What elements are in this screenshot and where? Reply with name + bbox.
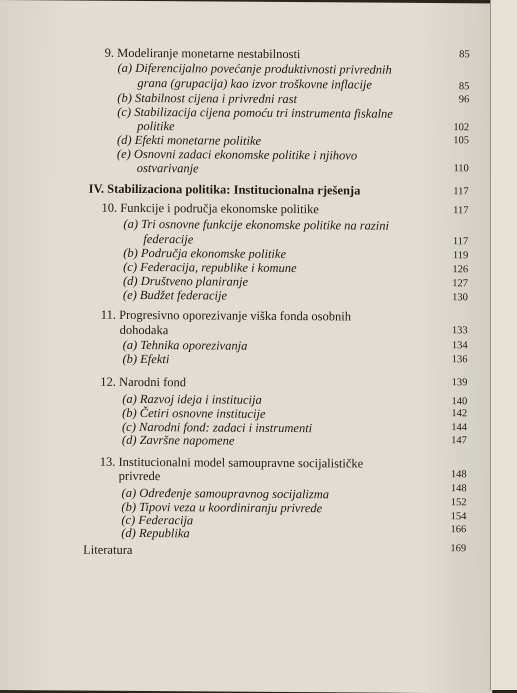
toc-section-title: (b) Stabilnost cijena i privredni rast <box>117 90 298 107</box>
toc-page-number: 130 <box>452 292 468 304</box>
toc-section-title: (b) Područja ekonomske politike <box>123 245 287 262</box>
toc-page-number: 136 <box>451 354 468 366</box>
toc-part-title: IV. Stabilizaciona politika: Institucionalna rješenja <box>88 181 361 198</box>
toc-page-number: 134 <box>451 340 468 352</box>
toc-section-continuation: grana (grupacija) kao izvor troškovne inflacije <box>137 75 373 92</box>
toc-section-continuation: politike <box>137 118 175 134</box>
toc-section-continuation: federacije <box>143 232 194 247</box>
toc-section-title: (e) Budžet federacije <box>122 287 228 303</box>
toc-page-number: 142 <box>451 408 468 420</box>
toc-section-title: (a) Određenje samoupravnog socijalizma <box>121 485 330 502</box>
toc-section-title: (d) Efekti monetarne politike <box>116 132 262 148</box>
toc-page-number: 147 <box>451 435 467 447</box>
toc-page-number: 139 <box>451 377 468 389</box>
toc-page-number: 110 <box>453 163 469 175</box>
toc-page-number: 166 <box>450 524 467 536</box>
toc-chapter-title: 9. Modeliranje monetarne nestabilnosti <box>104 45 301 62</box>
toc-section-title: (c) Narodni fond: zadaci i instrumenti <box>121 419 313 436</box>
toc-section-title: (b) Tipovi veza u koordiniranju privrede <box>121 499 323 516</box>
toc-section-title: (c) Federacija, republike i komune <box>123 259 297 276</box>
toc-chapter-title: 13. Institucionalni model samoupravne socijalističke <box>99 454 364 471</box>
toc-page-number: 148 <box>450 483 467 495</box>
toc-page-number: 133 <box>451 325 468 337</box>
toc-chapter-title: 12. Narodni fond <box>100 374 187 390</box>
toc-section-title: (b) Efekti <box>122 351 170 367</box>
toc-page-number: 144 <box>451 422 468 434</box>
toc-page-number: 126 <box>452 264 469 276</box>
toc-section-continuation: ostvarivanje <box>136 160 199 176</box>
toc-section-title: (d) Završne napomene <box>121 432 235 448</box>
toc-chapter-continuation: dohodaka <box>119 322 169 338</box>
toc-page-number: 117 <box>453 186 469 198</box>
toc-page-number: 85 <box>458 81 470 93</box>
toc-section-title: (a) Tehnika oporezivanja <box>122 337 248 353</box>
toc-section-title: (d) Društveno planiranje <box>122 273 249 289</box>
toc-section-title: (c) Stabilizacija cijena pomoću tri instrumenta fiskalne <box>117 104 393 121</box>
toc-page-number: 127 <box>452 278 469 290</box>
toc-page-number: 152 <box>450 497 467 509</box>
toc-page-number: 140 <box>451 396 468 408</box>
toc-page-number: 102 <box>453 122 470 134</box>
toc-page-number: 96 <box>458 94 470 106</box>
toc-page-number: 117 <box>453 205 469 217</box>
toc-chapter-title: 10. Funkcije i područja ekonomske politike <box>101 200 319 217</box>
toc-section-title: (c) Federacija <box>121 512 194 528</box>
toc-page-number: 154 <box>450 511 467 523</box>
toc-section-title: (a) Razvoj ideja i institucija <box>122 391 262 407</box>
toc-bibliography: Literatura <box>83 542 133 557</box>
toc-page-number: 169 <box>450 543 467 555</box>
adjacent-page-edge <box>490 0 517 690</box>
toc-page-number: 119 <box>452 250 469 262</box>
toc-chapter-title: 11. Progresivno oporezivanje viška fonda osobnih <box>100 307 352 324</box>
toc-section-title: (b) Četiri osnovne institucije <box>122 405 266 421</box>
toc-section-title: (a) Diferencijalno povećanje produktivnosti privrednih <box>117 60 392 77</box>
toc-chapter-continuation: privrede <box>118 468 161 484</box>
toc-page-number: 117 <box>452 236 469 248</box>
toc-page-number: 85 <box>459 49 470 61</box>
toc-section-title: (d) Republika <box>121 525 190 541</box>
toc-page-number: 148 <box>450 469 467 481</box>
toc-page-number: 105 <box>453 135 470 147</box>
toc-section-title: (e) Osnovni zadaci ekonomske politike i njihovo <box>116 146 358 163</box>
toc-section-title: (a) Tri osnovne funkcije ekonomske politike na razini <box>123 216 390 233</box>
